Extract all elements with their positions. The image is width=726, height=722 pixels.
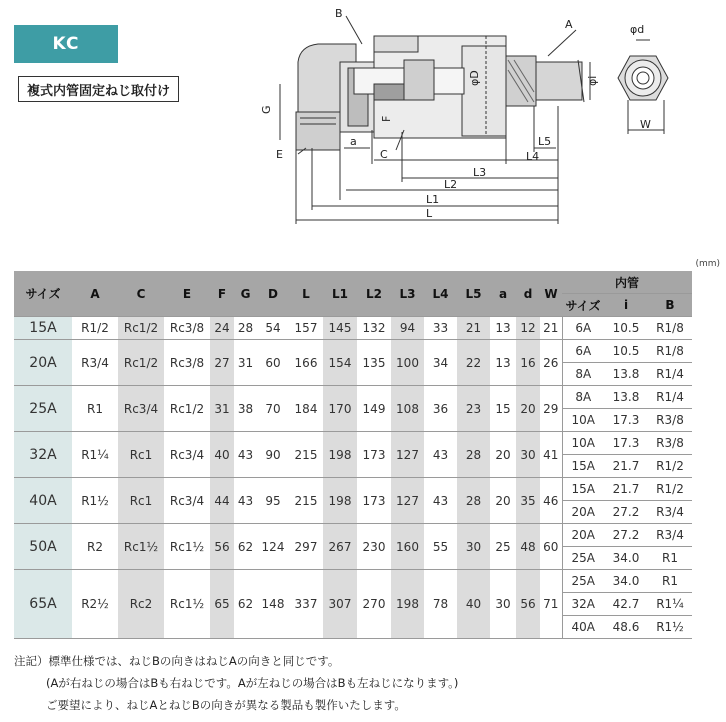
notes [14,650,458,716]
cell-l5: 40 [457,570,490,639]
col-L3: L3 [391,271,424,317]
spec-table [14,271,692,639]
col-d: d [516,271,540,317]
cell-g: 43 [234,432,257,478]
cell-inner-size: 10A [562,432,604,455]
cell-a: 13 [490,317,516,340]
cell-inner-size: 32A [562,593,604,616]
cell-d: 56 [516,570,540,639]
cell-size: 25A [14,386,72,432]
cell-a: R1 [72,386,118,432]
label-a: a [350,135,357,148]
cell-w: 46 [540,478,562,524]
cell-inner-size: 6A [562,317,604,340]
label-F: F [380,115,393,122]
cell-inner-i: 13.8 [604,386,648,409]
cell-l5: 30 [457,524,490,570]
cell-f: 56 [210,524,234,570]
label-L2: L2 [444,178,458,191]
label-A: A [565,18,573,31]
cell-d: 70 [257,386,289,432]
technical-drawing [0,0,726,240]
cell-c: Rc1 [118,478,164,524]
cell-l4: 33 [424,317,457,340]
cell-inner-b: R1 [648,547,692,570]
col-inner: 内管 [562,271,692,294]
cell-l5: 28 [457,432,490,478]
cell-a: 20 [490,432,516,478]
label-E: E [276,148,283,161]
cell-a: R2 [72,524,118,570]
note-line: 注記）標準仕様では、ねじBの向きはねじAの向きと同じです。 [14,654,340,668]
table-row [14,432,692,455]
cell-inner-size: 20A [562,501,604,524]
col-G: G [234,271,257,317]
cell-l1: 198 [323,432,357,478]
cell-d: 60 [257,340,289,386]
cell-inner-i: 13.8 [604,363,648,386]
cell-a: R1½ [72,478,118,524]
cell-a: 20 [490,478,516,524]
col-L2: L2 [357,271,391,317]
cell-l3: 100 [391,340,424,386]
cell-l5: 22 [457,340,490,386]
label-L: L [426,207,433,220]
cell-l5: 23 [457,386,490,432]
cell-c: Rc1 [118,432,164,478]
cell-l4: 78 [424,570,457,639]
cell-a: 15 [490,386,516,432]
cell-inner-b: R1/2 [648,455,692,478]
cell-inner-i: 48.6 [604,616,648,639]
cell-inner-i: 10.5 [604,340,648,363]
cell-inner-i: 21.7 [604,455,648,478]
cell-inner-size: 40A [562,616,604,639]
cell-d: 148 [257,570,289,639]
cell-size: 65A [14,570,72,639]
cell-l3: 160 [391,524,424,570]
cell-l2: 135 [357,340,391,386]
note-line: (Aが右ねじの場合はBも右ねじです。Aが左ねじの場合はBも左ねじになります。) [46,676,459,690]
cell-a: 30 [490,570,516,639]
label-G: G [260,105,273,114]
cell-l2: 173 [357,432,391,478]
cell-f: 65 [210,570,234,639]
cell-inner-size: 6A [562,340,604,363]
col-L1: L1 [323,271,357,317]
cell-g: 62 [234,524,257,570]
label-C: C [380,148,388,161]
cell-c: Rc1/2 [118,340,164,386]
label-B: B [335,7,343,20]
cell-inner-b: R3/8 [648,409,692,432]
cell-f: 31 [210,386,234,432]
cell-d: 90 [257,432,289,478]
cell-d: 35 [516,478,540,524]
table-row [14,386,692,409]
cell-inner-size: 8A [562,363,604,386]
cell-inner-i: 34.0 [604,547,648,570]
cell-l4: 36 [424,386,457,432]
cell-inner-i: 34.0 [604,570,648,593]
cell-inner-size: 15A [562,455,604,478]
cell-a: R2½ [72,570,118,639]
cell-inner-size: 20A [562,524,604,547]
cell-inner-size: 8A [562,386,604,409]
cell-e: Rc3/8 [164,340,210,386]
cell-l2: 149 [357,386,391,432]
cell-l5: 21 [457,317,490,340]
cell-e: Rc3/8 [164,317,210,340]
cell-w: 41 [540,432,562,478]
label-phi-D: φD [468,70,481,86]
cell-l3: 127 [391,432,424,478]
col-D: D [257,271,289,317]
cell-inner-i: 42.7 [604,593,648,616]
cell-d: 95 [257,478,289,524]
cell-a: R3/4 [72,340,118,386]
cell-inner-i: 17.3 [604,432,648,455]
table-row [14,340,692,363]
cell-l2: 173 [357,478,391,524]
label-phi-i: φi [586,75,599,86]
table-row [14,524,692,547]
label-L3: L3 [473,166,487,179]
model-badge: KC [14,25,118,63]
cell-l2: 230 [357,524,391,570]
cell-l4: 34 [424,340,457,386]
unit-label: (mm) [695,259,720,269]
cell-l: 215 [289,432,323,478]
col-L4: L4 [424,271,457,317]
cell-l1: 170 [323,386,357,432]
cell-c: Rc1½ [118,524,164,570]
label-L1: L1 [426,193,440,206]
col-inner-B: B [648,294,692,317]
col-W: W [540,271,562,317]
cell-w: 60 [540,524,562,570]
cell-inner-b: R1/8 [648,317,692,340]
col-L: L [289,271,323,317]
cell-l3: 127 [391,478,424,524]
cell-w: 21 [540,317,562,340]
cell-f: 24 [210,317,234,340]
cell-a: 25 [490,524,516,570]
cell-a: R1¼ [72,432,118,478]
cell-e: Rc3/4 [164,432,210,478]
col-F: F [210,271,234,317]
cell-l5: 28 [457,478,490,524]
cell-e: Rc1/2 [164,386,210,432]
label-W: W [640,118,651,131]
cell-d: 48 [516,524,540,570]
cell-inner-b: R1¼ [648,593,692,616]
col-A: A [72,271,118,317]
cell-size: 50A [14,524,72,570]
cell-f: 40 [210,432,234,478]
cell-inner-i: 27.2 [604,524,648,547]
cell-l: 166 [289,340,323,386]
cell-inner-i: 27.2 [604,501,648,524]
table-row [14,570,692,593]
cell-inner-size: 25A [562,547,604,570]
cell-c: Rc1/2 [118,317,164,340]
col-inner-i: i [604,294,648,317]
cell-size: 20A [14,340,72,386]
cell-f: 27 [210,340,234,386]
table-row [14,478,692,501]
cell-inner-b: R1/4 [648,363,692,386]
cell-a: 13 [490,340,516,386]
cell-inner-b: R1½ [648,616,692,639]
cell-size: 32A [14,432,72,478]
cell-l: 215 [289,478,323,524]
cell-e: Rc1½ [164,570,210,639]
cell-l3: 198 [391,570,424,639]
col-C: C [118,271,164,317]
cell-size: 40A [14,478,72,524]
cell-l1: 154 [323,340,357,386]
cell-e: Rc3/4 [164,478,210,524]
cell-inner-b: R1 [648,570,692,593]
cell-e: Rc1½ [164,524,210,570]
cell-inner-size: 15A [562,478,604,501]
cell-g: 31 [234,340,257,386]
cell-l: 337 [289,570,323,639]
cell-d: 30 [516,432,540,478]
cell-l1: 307 [323,570,357,639]
cell-inner-i: 21.7 [604,478,648,501]
note-line: ご要望により、ねじAとねじBの向きが異なる製品も製作いたします。 [46,698,406,712]
cell-l4: 43 [424,478,457,524]
cell-l2: 132 [357,317,391,340]
cell-inner-b: R3/4 [648,524,692,547]
cell-l3: 108 [391,386,424,432]
label-L5: L5 [538,135,552,148]
cell-size: 15A [14,317,72,340]
cell-d: 12 [516,317,540,340]
cell-l2: 270 [357,570,391,639]
cell-d: 20 [516,386,540,432]
cell-inner-b: R1/2 [648,478,692,501]
cell-l1: 198 [323,478,357,524]
cell-l4: 43 [424,432,457,478]
product-subtitle: 複式内管固定ねじ取付け [18,76,179,102]
cell-l: 157 [289,317,323,340]
cell-c: Rc2 [118,570,164,639]
cell-inner-size: 10A [562,409,604,432]
cell-l1: 267 [323,524,357,570]
cell-inner-b: R1/8 [648,340,692,363]
cell-d: 16 [516,340,540,386]
cell-inner-b: R3/8 [648,432,692,455]
cell-w: 26 [540,340,562,386]
cell-l3: 94 [391,317,424,340]
cell-inner-i: 10.5 [604,317,648,340]
col-L5: L5 [457,271,490,317]
cell-inner-size: 25A [562,570,604,593]
cell-inner-i: 17.3 [604,409,648,432]
label-L4: L4 [526,150,540,163]
cell-c: Rc3/4 [118,386,164,432]
cell-d: 124 [257,524,289,570]
cell-d: 54 [257,317,289,340]
col-a: a [490,271,516,317]
cell-g: 43 [234,478,257,524]
cell-a: R1/2 [72,317,118,340]
col-inner-size: サイズ [562,294,604,317]
col-size: サイズ [14,271,72,317]
cell-g: 62 [234,570,257,639]
cell-inner-b: R1/4 [648,386,692,409]
col-E: E [164,271,210,317]
cell-inner-b: R3/4 [648,501,692,524]
label-phi-d: φd [630,23,645,36]
cell-l1: 145 [323,317,357,340]
cell-l4: 55 [424,524,457,570]
cell-l: 184 [289,386,323,432]
cell-l: 297 [289,524,323,570]
cell-w: 71 [540,570,562,639]
cell-g: 38 [234,386,257,432]
table-row [14,317,692,340]
cell-g: 28 [234,317,257,340]
cell-f: 44 [210,478,234,524]
cell-w: 29 [540,386,562,432]
